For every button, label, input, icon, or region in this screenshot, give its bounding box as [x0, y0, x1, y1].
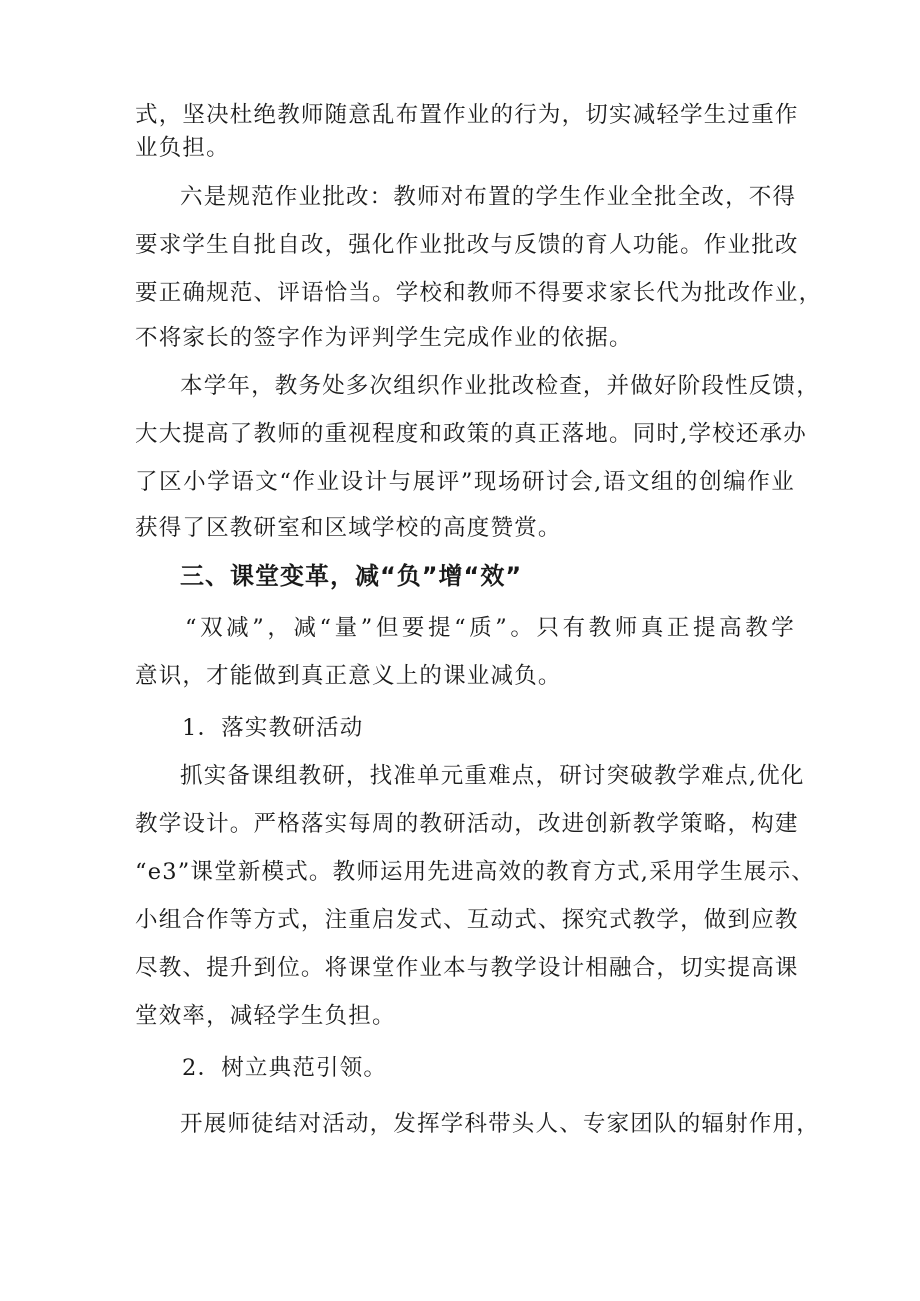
- text-line: 堂效率，减轻学生负担。: [135, 1003, 396, 1029]
- text-line: 要正确规范、评语恰当。学校和教师不得要求家长代为批改作业，: [135, 280, 823, 306]
- text-line: 教学设计。严格落实每周的教研活动，改进创新教学策略，构建: [135, 811, 799, 837]
- subheading: 1．落实教研活动: [182, 715, 364, 741]
- paragraph-first-line: 抓实备课组教研，找准单元重难点，研讨突破教学难点,优化: [180, 763, 805, 789]
- text-line: 意识，才能做到真正意义上的课业减负。: [135, 663, 562, 689]
- paragraph-first-line: 本学年，教务处多次组织作业批改检查，并做好阶段性反馈，: [180, 373, 820, 399]
- text-line: “e3”课堂新模式。教师运用先进高效的教育方式,采用学生展示、: [135, 859, 815, 885]
- text-line: 获得了区教研室和区域学校的高度赞赏。: [135, 515, 562, 541]
- text-line: 式，坚决杜绝教师随意乱布置作业的行为，切实减轻学生过重作: [135, 102, 799, 128]
- paragraph-first-line: 开展师徒结对活动，发挥学科带头人、专家团队的辐射作用，: [180, 1111, 820, 1137]
- text-line: 要求学生自批自改，强化作业批改与反馈的育人功能。作业批改: [135, 232, 799, 258]
- text-line: 小组合作等方式，注重启发式、互动式、探究式教学，做到应教: [135, 907, 799, 933]
- text-line: 不将家长的签字作为评判学生完成作业的依据。: [135, 325, 633, 351]
- text-line: 业负担。: [135, 135, 230, 161]
- text-line: 尽教、提升到位。将课堂作业本与教学设计相融合，切实提高课: [135, 955, 799, 981]
- text-line: 了区小学语文“作业设计与展评”现场研讨会,语文组的创编作业: [135, 469, 795, 495]
- subheading: 2．树立典范引领。: [182, 1055, 388, 1081]
- paragraph-first-line: “双减”，减“量”但要提“质”。只有教师真正提高教学: [185, 615, 795, 641]
- text-line: 大大提高了教师的重视程度和政策的真正落地。同时,学校还承办: [135, 421, 807, 447]
- paragraph-first-line: 六是规范作业批改：教师对布置的学生作业全批全改，不得: [180, 184, 797, 210]
- section-heading: 三、课堂变革，减“负”增“效”: [180, 562, 523, 590]
